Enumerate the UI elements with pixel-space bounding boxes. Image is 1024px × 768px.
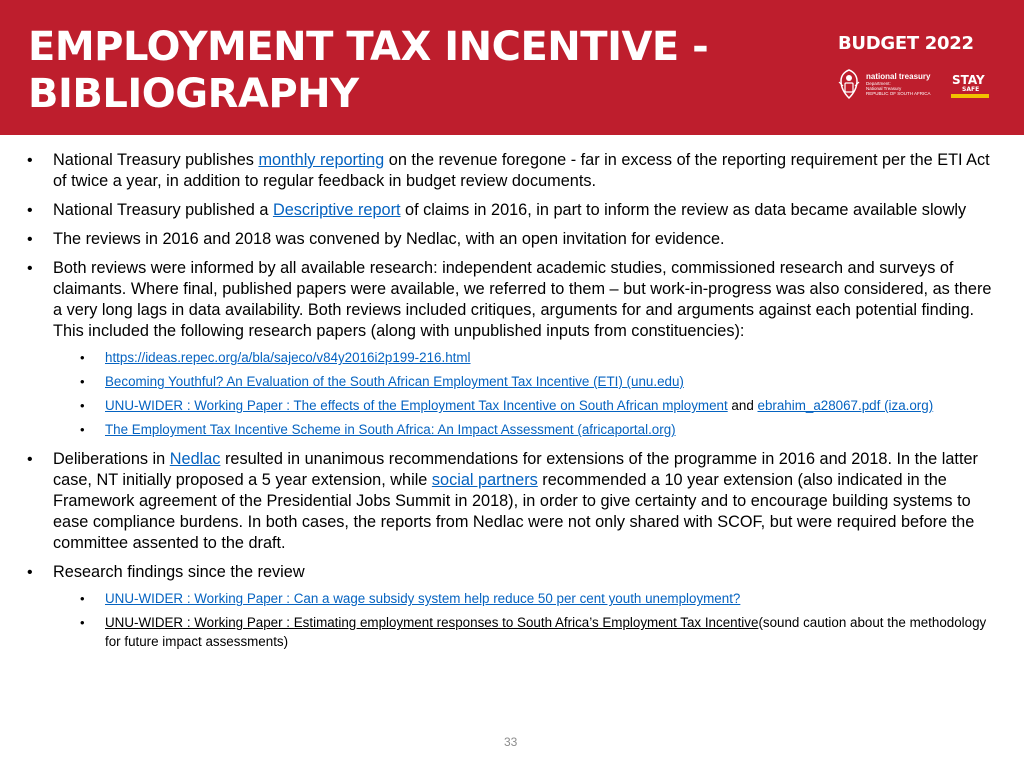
- stay-safe-logo-icon: [950, 70, 990, 100]
- bullet-monthly-reporting: [53, 150, 998, 192]
- list-item: [105, 589, 995, 608]
- impact-assessment-link[interactable]: The Employment Tax Incentive Scheme in South Africa: An Impact Assessment (africaportal.org): [105, 422, 676, 437]
- svg-text:STAY: STAY: [952, 73, 985, 87]
- slide-header: [0, 0, 1024, 135]
- descriptive-report-link[interactable]: Descriptive report: [272, 201, 401, 219]
- list-item: [105, 396, 995, 415]
- nt-sub-1: Department:: [866, 81, 891, 86]
- list-item: [105, 372, 995, 391]
- bullet-descriptive-report: [53, 200, 998, 221]
- monthly-reporting-link[interactable]: monthly reporting: [258, 151, 385, 169]
- bullet-text: recommended a 10 year extension (also indicated in the Framework agreement of the Presidential Jobs Summit in 2018), in order to give certainty and to encourage building systems to ease compliance burdens. In both cases, the reports from Nedlac were not only shared with SCOF, but were required before the committee assented to the draft.: [53, 471, 975, 552]
- bullet-reviews-informed: [53, 258, 998, 342]
- bullet-text: Deliberations in: [53, 450, 170, 468]
- slide-title: [28, 24, 788, 118]
- bullet-text: Both reviews were informed by all available research: independent academic studies, commissioned research and surveys of claimants. Where final, published papers were available, we referred to them – but work-in-progress was also considered, as there a very long lags in data availability. Both reviews included critiques, arguments for and arguments against each potential finding. This included the following research papers (along with unpublished inputs from constituencies):: [53, 259, 992, 340]
- bullet-text: resulted in unanimous recommendations for extensions of the programme in 2016 and 2018. In the latter case, NT initially proposed a 5 year extension, while: [53, 450, 978, 489]
- list-item: [105, 613, 995, 651]
- nedlac-link[interactable]: Nedlac: [169, 450, 221, 468]
- research-papers-list: [0, 348, 1024, 439]
- nt-sub-3: REPUBLIC OF SOUTH AFRICA: [866, 91, 931, 96]
- title-line-2: BIBLIOGRAPHY: [28, 71, 359, 117]
- bullet-text: on the revenue foregone - far in excess of the reporting requirement per the ETI Act of twice a year, in addition to regular feedback in budget review documents.: [53, 151, 990, 190]
- budget-2022-logo: BUDGET 2022: [838, 33, 974, 54]
- ebrahim-pdf-link[interactable]: ebrahim_a28067.pdf (iza.org): [757, 398, 934, 413]
- wage-subsidy-paper-link[interactable]: UNU-WIDER : Working Paper : Can a wage subsidy system help reduce 50 per cent youth unemployment?: [105, 591, 741, 606]
- nt-name: national treasury: [866, 72, 931, 81]
- nt-sub-2: National Treasury: [866, 86, 902, 91]
- bullet-text: National Treasury published a: [53, 201, 273, 219]
- social-partners-link[interactable]: social partners: [431, 471, 538, 489]
- list-item: [105, 348, 995, 367]
- list-item-text: (sound caution about the methodology for future impact assessments): [105, 615, 987, 649]
- bullet-reviews-convened: • The reviews in 2016 and 2018 was convened by Nedlac, with an open invitation for evidence.: [53, 229, 998, 250]
- bullet-text: National Treasury publishes: [53, 151, 259, 169]
- eti-effects-paper-link[interactable]: UNU-WIDER : Working Paper : The effects of the Employment Tax Incentive on South African mployment: [105, 398, 728, 413]
- title-line-1: EMPLOYMENT TAX INCENTIVE -: [28, 24, 709, 70]
- bullet-research-findings: • Research findings since the review: [53, 562, 998, 583]
- bullet-deliberations: [53, 449, 998, 554]
- repec-link[interactable]: https://ideas.repec.org/a/bla/sajeco/v84y2016i2p199-216.html: [105, 350, 471, 365]
- page-number: 33: [504, 735, 518, 749]
- findings-list: [0, 589, 1024, 651]
- employment-responses-paper-link[interactable]: UNU-WIDER : Working Paper : Estimating employment responses to South Africa’s Employment Tax Incentive: [105, 615, 759, 630]
- bullet-text: of claims in 2016, in part to inform the review as data became available slowly: [400, 201, 967, 219]
- list-item-text: and: [727, 398, 758, 413]
- slide-body: [0, 150, 1024, 661]
- coat-of-arms-icon: [836, 68, 862, 100]
- national-treasury-logo: [866, 72, 931, 96]
- svg-text:SAFE: SAFE: [962, 86, 980, 93]
- list-item: [105, 420, 995, 439]
- becoming-youthful-link[interactable]: Becoming Youthful? An Evaluation of the South African Employment Tax Incentive (ETI) (unu.edu): [105, 374, 684, 389]
